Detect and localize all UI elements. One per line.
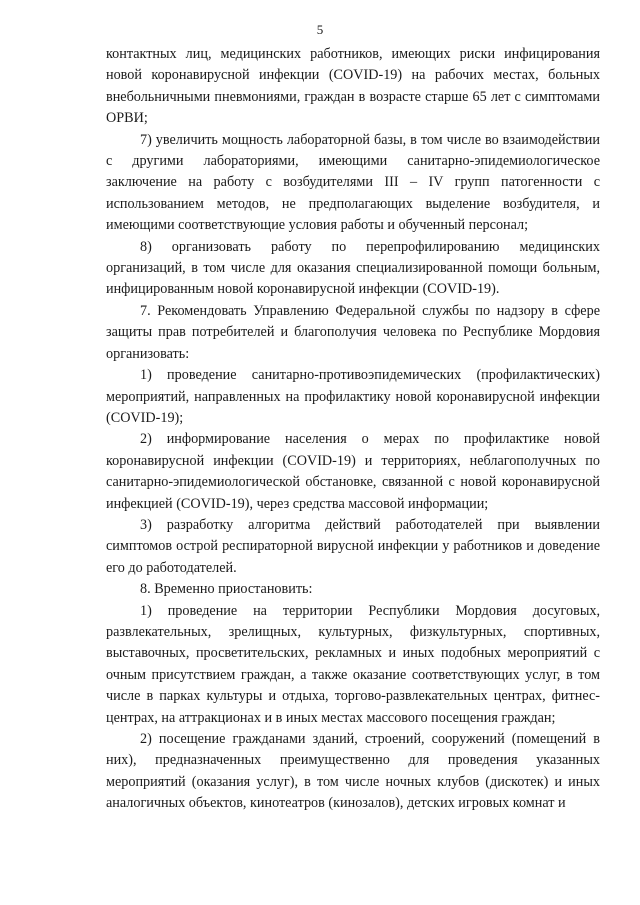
paragraph-item-7-lab-capacity: 7) увеличить мощность лабораторной базы, в том числе во взаимодействии с другими лабораториями, имеющими санитарно-эпидемиологическое заключение на работу с возбудителями III – IV групп патогенности с использованием методов, не предполагающих выделение возбудителя, и имеющими соответствующие условия работы и обученный персонал; xyxy=(106,131,600,234)
paragraph-section-7-item-3: 3) разработку алгоритма действий работодателей при выявлении симптомов острой респираторной вирусной инфекции у работников и доведение его до работодателей. xyxy=(106,516,600,576)
paragraph-item-8-reprofiling: 8) организовать работу по перепрофилированию медицинских организаций, в том числе для оказания специализированной помощи больным, инфицированным новой коронавирусной инфекции (COVID-19). xyxy=(106,238,600,298)
paragraph-section-7-recommend: 7. Рекомендовать Управлению Федеральной службы по надзору в сфере защиты прав потребителей и благополучия человека по Республике Мордовия организовать: xyxy=(106,302,600,362)
paragraph-section-8-item-2: 2) посещение гражданами зданий, строений, сооружений (помещений в них), предназначенных преимущественно для проведения указанных мероприятий (оказания услуг), в том числе ночных клубов (дискотек) и иных аналогичных объектов, кинотеатров (кинозалов), детских игровых комнат и xyxy=(106,731,600,812)
paragraph-section-8-heading: 8. Временно приостановить: xyxy=(140,581,313,598)
paragraph-section-7-item-2: 2) информирование населения о мерах по профилактике новой коронавирусной инфекции (COVID-19) и территориях, неблагополучных по санитарно-эпидемиологической обстановке, связанной с новой коронавирусной инфекцией (COVID-19), через средства массовой информации; xyxy=(106,431,600,512)
document-body xyxy=(106,44,600,815)
paragraph-section-7-item-1: 1) проведение санитарно-противоэпидемических (профилактических) мероприятий, направленных на профилактику новой коронавирусной инфекции (COVID-19); xyxy=(106,367,600,426)
paragraph-section-8-item-1: 1) проведение на территории Республики Мордовия досуговых, развлекательных, зрелищных, культурных, физкультурных, спортивных, выставочных, просветительских, рекламных и иных подобных мероприятий с очным присутствием граждан, а также оказание соответствующих услуг, в том числе в парках культуры и отдыха, торгово-развлекательных центрах, фитнес-центрах, на аттракционах и в иных местах массового посещения граждан; xyxy=(106,602,600,726)
page-number: 5 xyxy=(316,22,324,37)
paragraph-contacts-continuation: контактных лиц, медицинских работников, имеющих риски инфицирования новой коронавирусной инфекции (COVID-19) на рабочих местах, больных внебольничными пневмониями, граждан в возрасте старше 65 лет с симптомами ОРВИ; xyxy=(106,46,600,127)
